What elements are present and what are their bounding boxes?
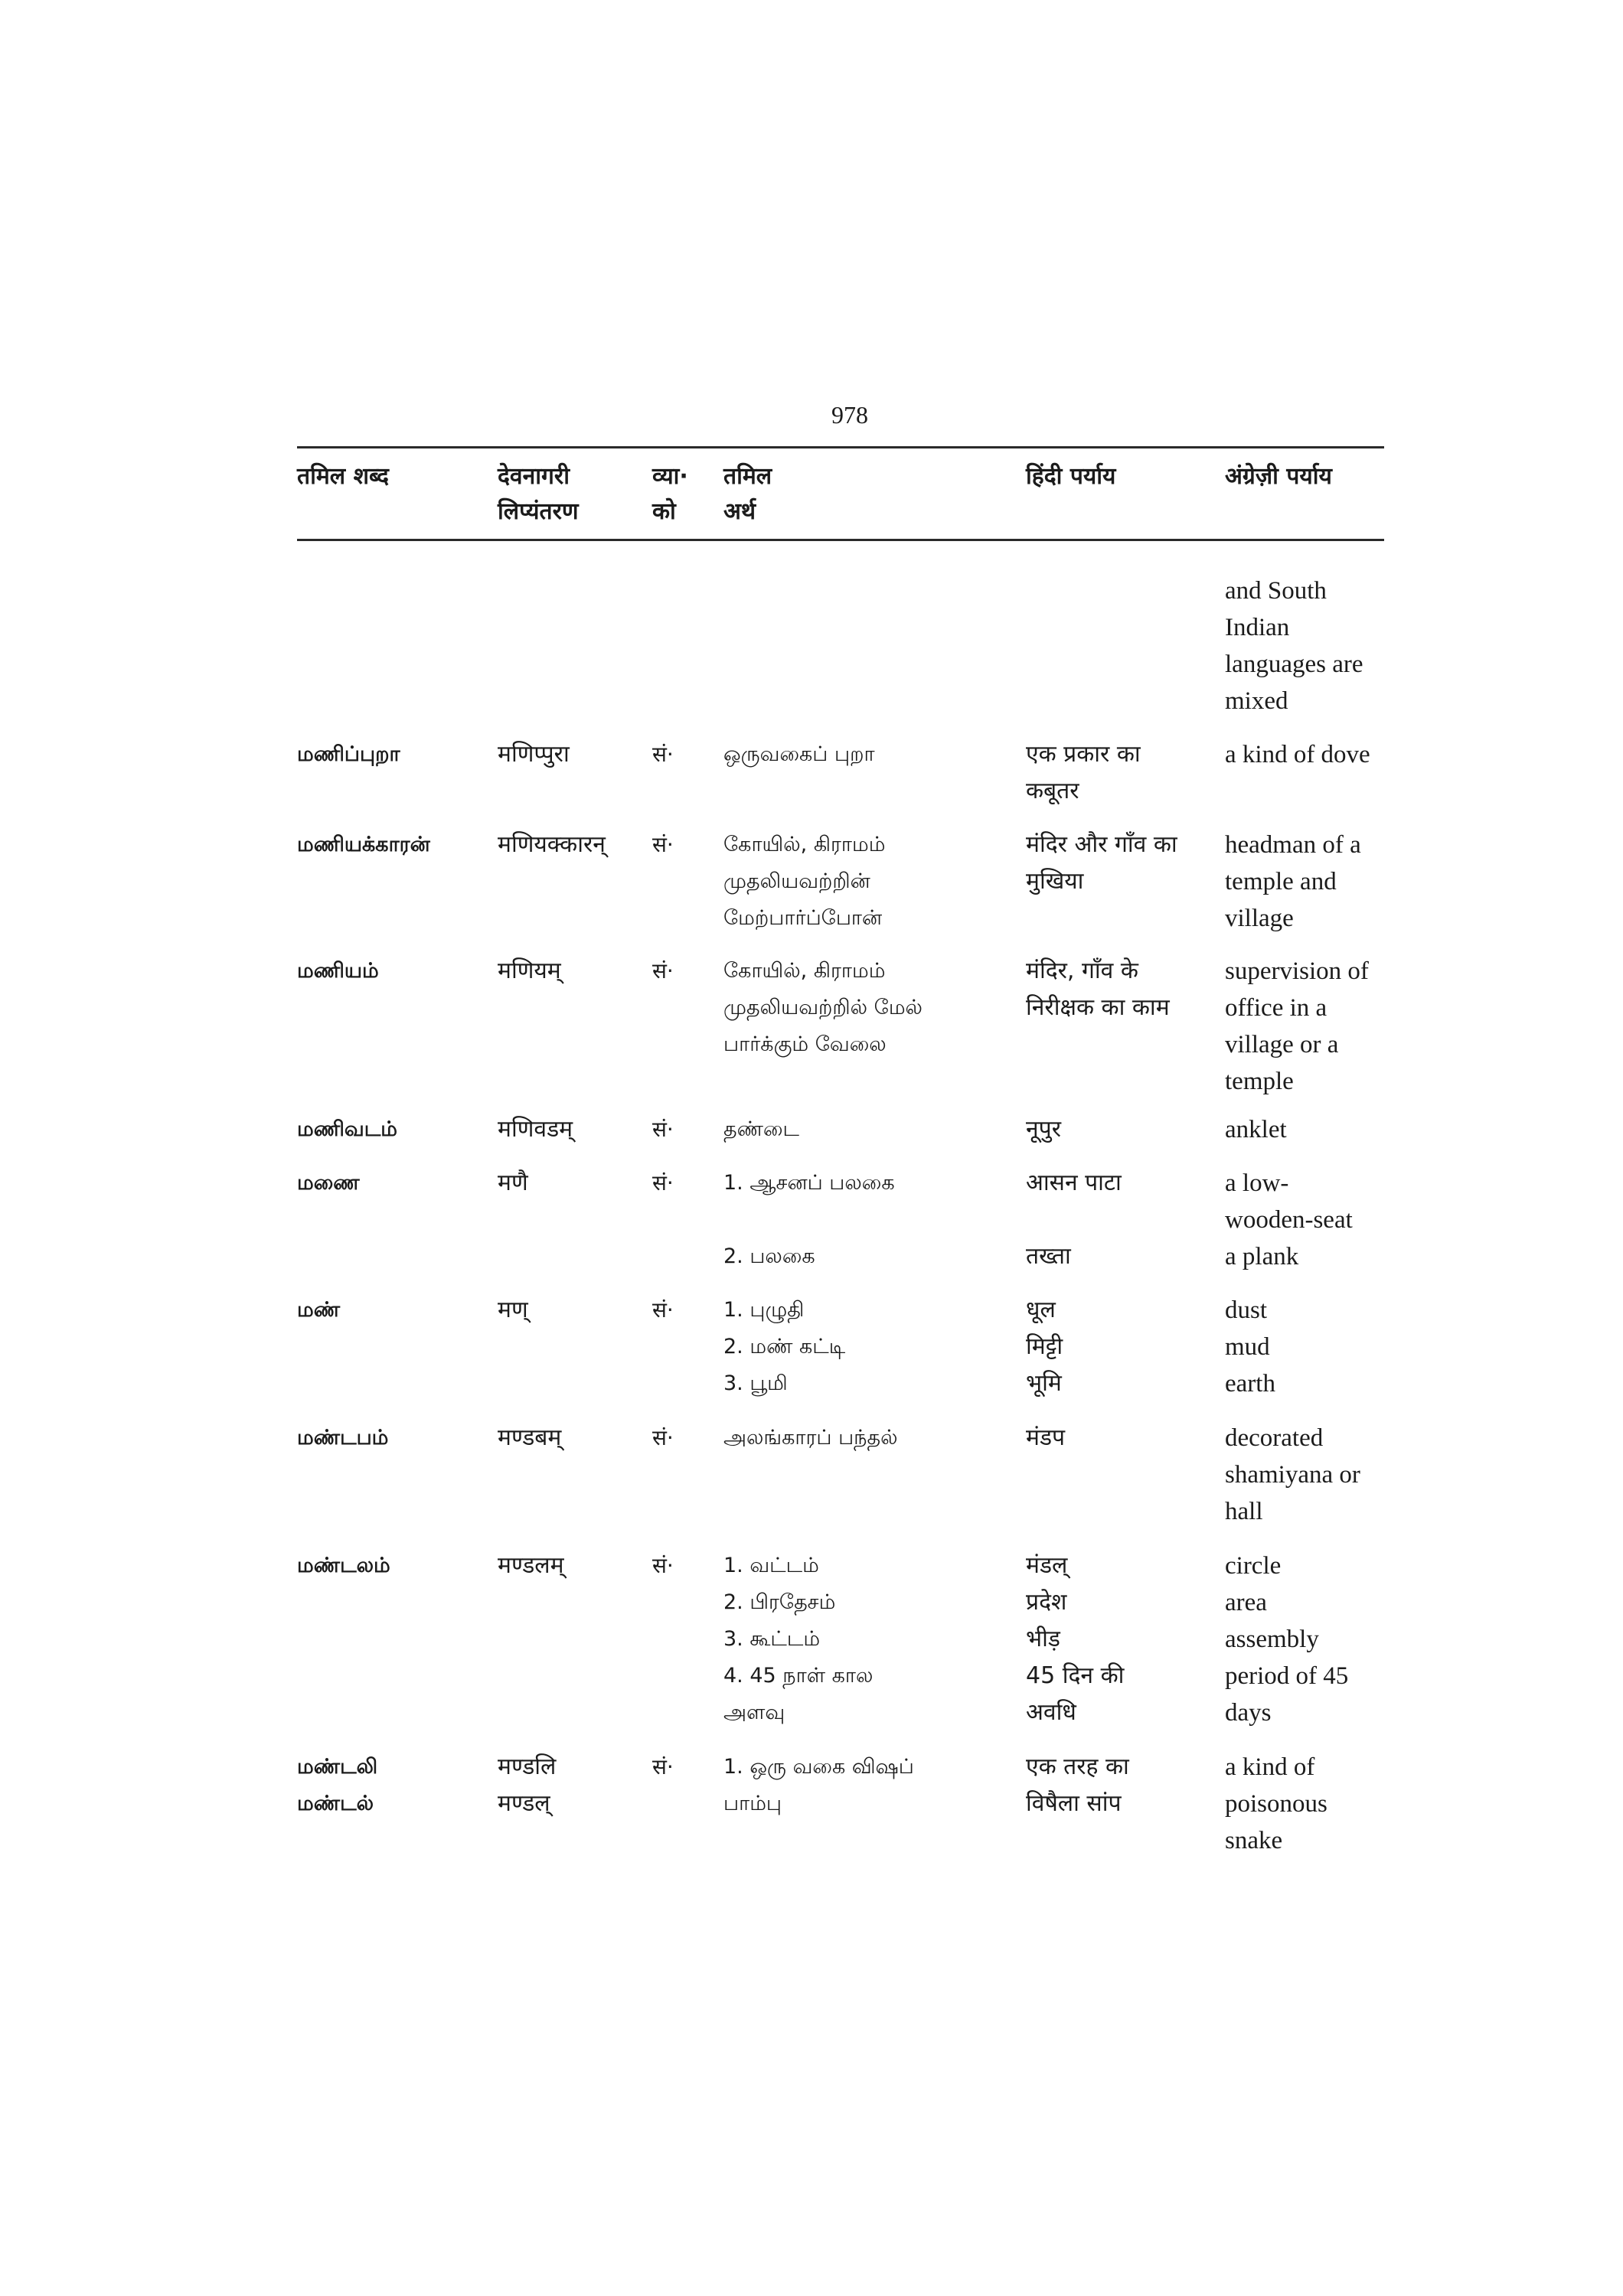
entry-tamil-meaning: அலங்காரப் பந்தல் xyxy=(723,1426,898,1450)
page-number: 978 xyxy=(831,401,868,429)
entry-devanagari: मण्डलि मण्डल् xyxy=(498,1753,557,1817)
entry-tamil-word: மண்டலம் xyxy=(297,1554,390,1577)
entry-grammar: सं· xyxy=(652,832,674,857)
entry-hindi: मंडप xyxy=(1026,1424,1066,1451)
entry-tamil-word: மணியம் xyxy=(297,959,379,983)
header-tamil-word: तमिल शब्द xyxy=(297,463,389,490)
entry-english: a low- wooden-seat a plank xyxy=(1225,1169,1353,1270)
entry-grammar: सं· xyxy=(652,1425,674,1450)
entry-tamil-meaning: கோயில், கிராமம் முதலியவற்றில் மேல் பார்க்கும் வேலை xyxy=(723,959,923,1056)
entry-devanagari: मणियक्कारन् xyxy=(498,831,606,858)
entry-english: a kind of dove xyxy=(1225,741,1370,768)
entry-hindi: एक तरह का विषैला सांप xyxy=(1026,1753,1129,1817)
entry-grammar: सं· xyxy=(652,1754,674,1779)
header-tamil-meaning: तमिल अर्थ xyxy=(723,463,772,525)
entry-tamil-meaning: 1. புழுதி 2. மண் கட்டி 3. பூமி xyxy=(723,1298,846,1395)
entry-hindi: एक प्रकार का कबूतर xyxy=(1026,741,1141,804)
entry-tamil-word: மணிப்புறா xyxy=(297,742,400,766)
entry-devanagari: मणिप्पुरा xyxy=(498,741,570,768)
entry-tamil-meaning: ஒருவகைப் புறா xyxy=(723,742,875,766)
entry-tamil-word: மண்டலி மண்டல் xyxy=(297,1755,378,1815)
header-hindi: हिंदी पर्याय xyxy=(1026,463,1116,490)
entry-english: dust mud earth xyxy=(1225,1296,1275,1397)
header-grammar: व्या· को xyxy=(652,463,688,525)
entry-devanagari: मणिवडम् xyxy=(498,1116,573,1143)
header-english: अंग्रेज़ी पर्याय xyxy=(1225,463,1332,490)
entry-grammar: सं· xyxy=(652,1297,674,1322)
entry-tamil-meaning: கோயில், கிராமம் முதலியவற்றின் மேற்பார்ப்போன் xyxy=(723,833,886,930)
entry-tamil-meaning: 1. ஆசனப் பலகை 2. பலகை xyxy=(723,1171,895,1268)
entry-hindi: नूपुर xyxy=(1026,1116,1061,1143)
entry-english: decorated shamiyana or hall xyxy=(1225,1424,1360,1525)
entry-devanagari: मण् xyxy=(498,1296,528,1323)
table-top-rule xyxy=(297,446,1384,448)
entry-english: supervision of office in a village or a temple xyxy=(1225,957,1369,1095)
entry-hindi: मंदिर और गाँव का मुखिया xyxy=(1026,831,1177,895)
table-header-rule xyxy=(297,539,1384,541)
entry-english: headman of a temple and village xyxy=(1225,831,1361,932)
entry-hindi: मंडल् प्रदेश भीड़ 45 दिन की अवधि xyxy=(1026,1552,1125,1726)
entry-grammar: सं· xyxy=(652,1553,674,1578)
entry-grammar: सं· xyxy=(652,742,674,767)
entry-tamil-word: மணியக்காரன் xyxy=(297,833,430,856)
entry-grammar: सं· xyxy=(652,1170,674,1195)
entry-tamil-word: மணை xyxy=(297,1171,360,1195)
entry-tamil-word: மணிவடம் xyxy=(297,1117,397,1141)
entry-grammar: सं· xyxy=(652,958,674,983)
entry-hindi: आसन पाटा तख्ता xyxy=(1026,1169,1122,1270)
entry-tamil-meaning: தண்டை xyxy=(723,1117,799,1141)
entry-tamil-word: மண்டபம் xyxy=(297,1426,389,1450)
entry-devanagari: मणै xyxy=(498,1169,528,1196)
header-devanagari: देवनागरी लिप्यंतरण xyxy=(498,463,579,525)
entry-english: a kind of poisonous snake xyxy=(1225,1753,1327,1854)
entry-hindi: धूल मिट्टी भूमि xyxy=(1026,1296,1063,1397)
entry-hindi: मंदिर, गाँव के निरीक्षक का काम xyxy=(1026,957,1170,1021)
entry-devanagari: मणियम् xyxy=(498,957,561,984)
entry-english: and South Indian languages are mixed xyxy=(1225,577,1363,715)
entry-devanagari: मण्डलम् xyxy=(498,1552,564,1579)
entry-devanagari: मण्डबम् xyxy=(498,1424,562,1451)
entry-tamil-word: மண் xyxy=(297,1298,341,1322)
entry-grammar: सं· xyxy=(652,1117,674,1142)
entry-english: anklet xyxy=(1225,1116,1287,1143)
entry-tamil-meaning: 1. ஒரு வகை விஷப் பாம்பு xyxy=(723,1755,914,1815)
entry-tamil-meaning: 1. வட்டம் 2. பிரதேசம் 3. கூட்டம் 4. 45 நாள் கால அளவு xyxy=(723,1554,874,1724)
entry-english: circle area assembly period of 45 days xyxy=(1225,1552,1349,1727)
